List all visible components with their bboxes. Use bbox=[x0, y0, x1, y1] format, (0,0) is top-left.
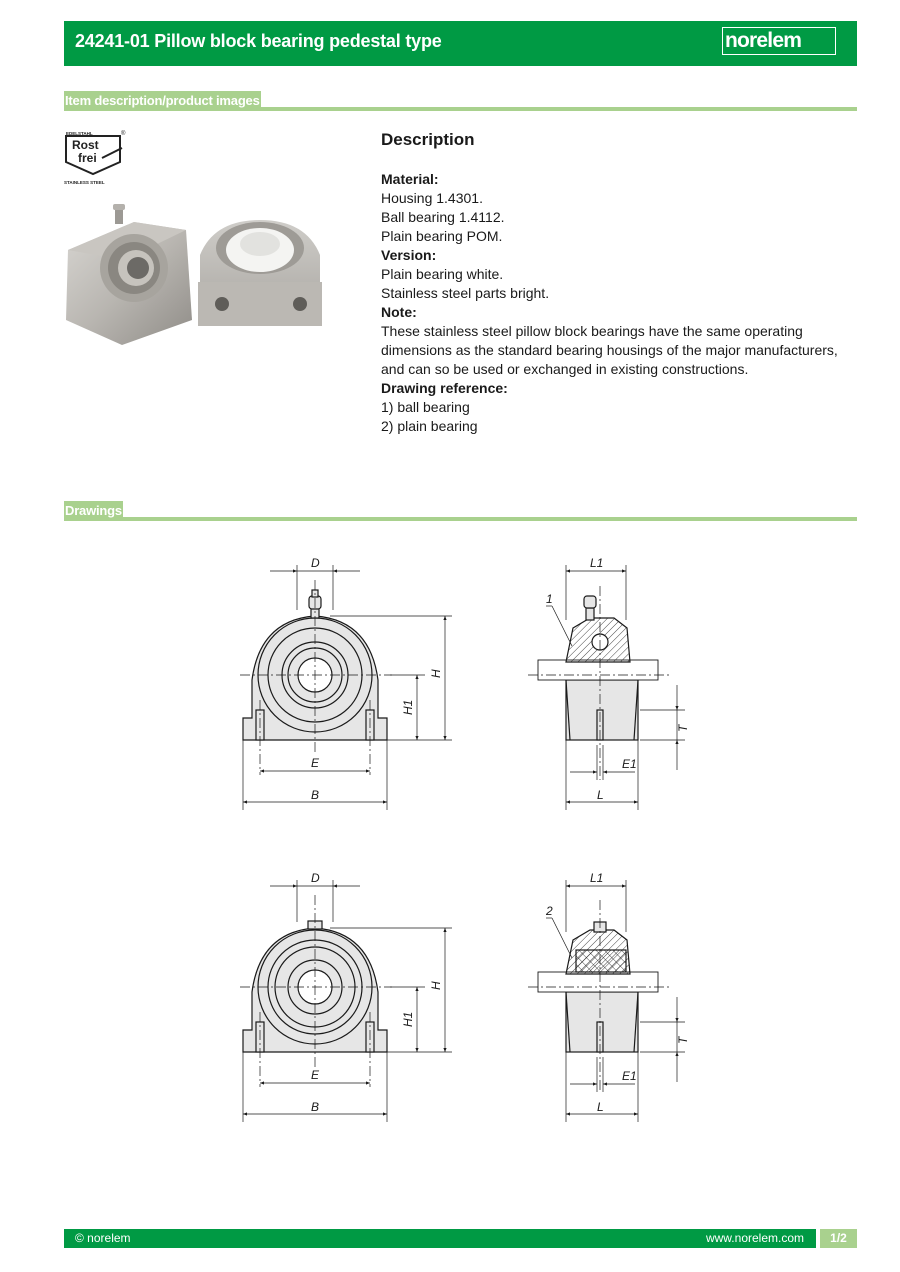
section-drawings bbox=[64, 501, 857, 521]
footer-bar bbox=[64, 1229, 857, 1248]
drawing-ball-bearing-front bbox=[240, 580, 392, 775]
technical-drawings bbox=[230, 550, 710, 1140]
dim-label-l: L bbox=[597, 1100, 604, 1114]
section-item-description bbox=[64, 91, 857, 111]
drawing-reference-line: 2) plain bearing bbox=[381, 418, 478, 434]
badge-bottom-text: STAINLESS STEEL bbox=[64, 180, 105, 185]
dim-label-e: E bbox=[311, 756, 320, 770]
description-panel bbox=[381, 130, 857, 436]
section-label: Drawings bbox=[64, 501, 123, 521]
badge-line1: Rost bbox=[72, 138, 99, 152]
drawing-reference-block bbox=[381, 379, 857, 436]
norelem-logo bbox=[722, 27, 836, 55]
badge-top-text: EDELSTAHL bbox=[66, 131, 93, 136]
material-heading: Material: bbox=[381, 171, 439, 187]
section-label: Item description/product images bbox=[64, 91, 261, 111]
version-line: Stainless steel parts bright. bbox=[381, 285, 550, 301]
dim-label-h1: H1 bbox=[401, 1011, 415, 1027]
drawing-reference-line: 1) ball bearing bbox=[381, 399, 470, 415]
product-photo-ball-bearing bbox=[66, 204, 192, 345]
logo-text: norelem bbox=[725, 29, 802, 52]
material-line: Ball bearing 1.4112. bbox=[381, 209, 505, 225]
dim-label-t: T bbox=[676, 724, 690, 732]
dim-label-b: B bbox=[311, 1100, 320, 1114]
product-photo-plain-bearing bbox=[198, 220, 322, 326]
dim-label-e: E bbox=[311, 1068, 320, 1082]
drawing-reference-heading: Drawing reference: bbox=[381, 380, 508, 396]
dim-label-b: B bbox=[311, 788, 320, 802]
ref-label-2: 2 bbox=[546, 904, 553, 918]
material-line: Plain bearing POM. bbox=[381, 228, 503, 244]
dim-label-l: L bbox=[597, 788, 604, 802]
footer-main bbox=[64, 1229, 816, 1248]
badge-line2: frei bbox=[78, 151, 97, 165]
ref-label-1: 1 bbox=[546, 592, 553, 606]
page-number: 1/2 bbox=[820, 1229, 857, 1248]
material-block bbox=[381, 170, 857, 246]
dim-label-l1: L1 bbox=[590, 556, 604, 570]
dim-label-h: H bbox=[429, 669, 443, 678]
dim-label-l1: L1 bbox=[590, 871, 604, 885]
product-images bbox=[64, 200, 324, 350]
drawing-plain-bearing-front bbox=[240, 895, 392, 1087]
footer-website-link[interactable]: www.norelem.com bbox=[705, 1231, 804, 1245]
dim-label-e1: E1 bbox=[622, 757, 637, 771]
dim-label-d: D bbox=[311, 871, 320, 885]
section-divider bbox=[64, 517, 857, 521]
version-heading: Version: bbox=[381, 247, 437, 263]
dim-label-h1: H1 bbox=[401, 699, 415, 715]
version-block bbox=[381, 246, 857, 303]
note-heading: Note: bbox=[381, 304, 417, 320]
description-title: Description bbox=[381, 130, 475, 149]
drawing-ball-bearing-side bbox=[528, 586, 670, 780]
rostfrei-badge bbox=[64, 130, 128, 186]
dim-label-t: T bbox=[676, 1036, 690, 1044]
dim-label-d: D bbox=[311, 556, 320, 570]
material-line: Housing 1.4301. bbox=[381, 190, 483, 206]
dim-label-h: H bbox=[429, 981, 443, 990]
page-title: 24241-01 Pillow block bearing pedestal type bbox=[75, 31, 442, 51]
dim-label-e1: E1 bbox=[622, 1069, 637, 1083]
note-block bbox=[381, 303, 857, 379]
drawing-plain-bearing-side bbox=[528, 900, 670, 1092]
header-bar bbox=[64, 21, 857, 66]
note-text: These stainless steel pillow block bearings have the same operating dimensions as the standard bearing housings of the major manufacturers, and can so be used or exchanged in existing constructions. bbox=[381, 323, 838, 377]
footer-copyright: © norelem bbox=[75, 1231, 131, 1245]
badge-registered: ® bbox=[121, 131, 126, 137]
version-line: Plain bearing white. bbox=[381, 266, 504, 282]
